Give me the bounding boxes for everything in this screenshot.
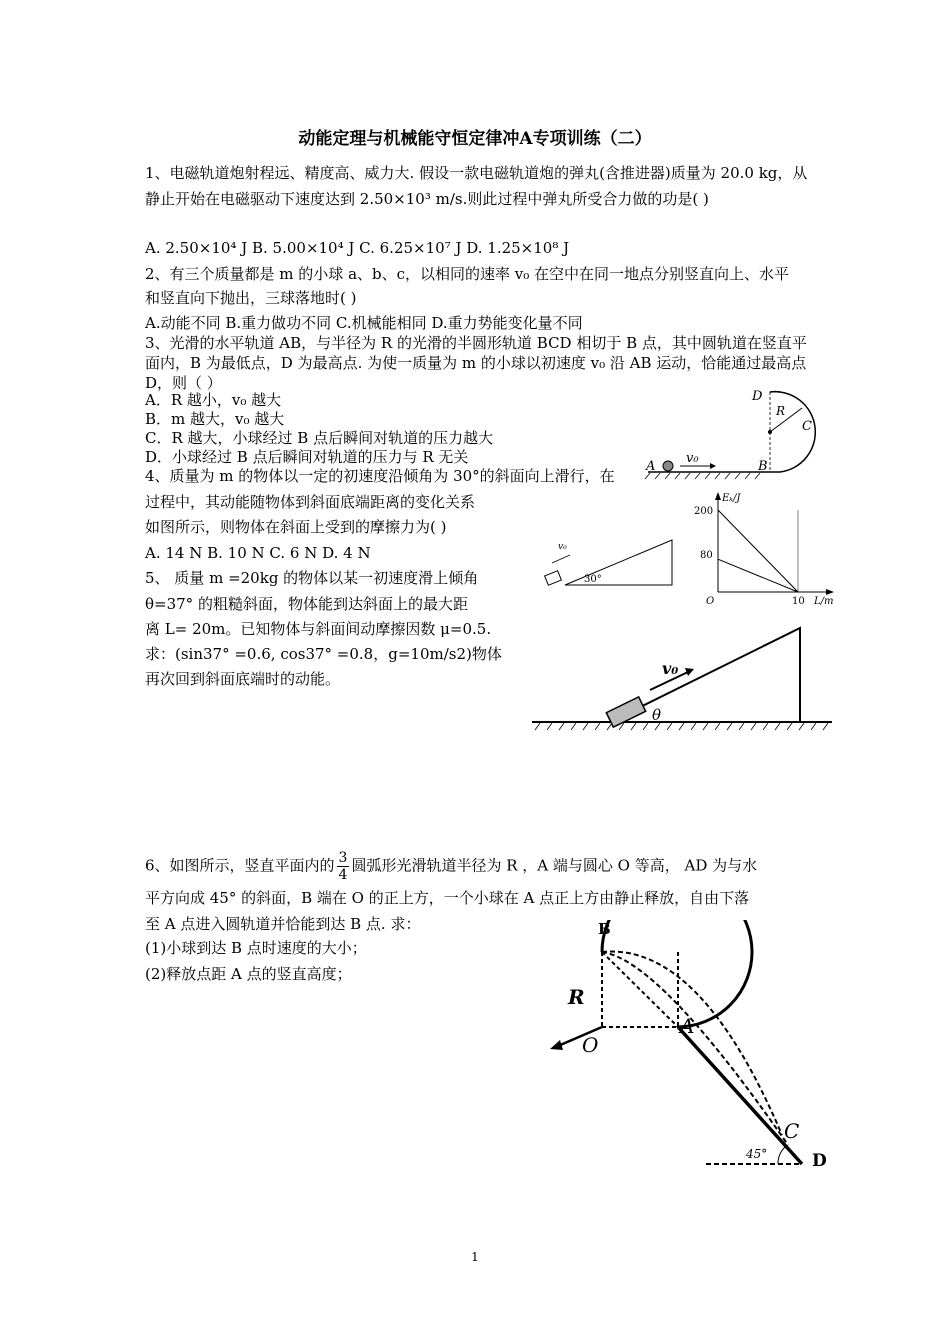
question-6-pre: 6、如图所示，竖直平面内的	[145, 856, 335, 875]
ball	[663, 461, 673, 471]
question-5-line5: 再次回到斜面底端时的动能。	[145, 670, 341, 688]
question-6-figure	[520, 920, 840, 1175]
incline	[565, 540, 672, 585]
question-4-options: A. 14 N B. 10 N C. 6 N D. 4 N	[145, 544, 371, 562]
question-5-line4: 求：(sin37° =0.6, cos37° =0.8，g=10m/s2)物体	[145, 645, 502, 663]
question-6-sub2: (2)释放点距 A 点的竖直高度；	[145, 965, 352, 983]
question-5-line3: 离 L= 20m。已知物体与斜面间动摩擦因数 μ=0.5.	[145, 620, 492, 638]
label-d: D	[812, 1151, 827, 1171]
label-a: A	[646, 459, 656, 474]
v0-arrow	[552, 555, 570, 563]
question-3-figure	[640, 380, 830, 480]
question-3-option-a: A．R 越小，v₀ 越大	[145, 391, 282, 409]
question-3-option-d: D．小球经过 B 点后瞬间对轨道的压力与 R 无关	[145, 448, 469, 466]
question-4-line2: 过程中，其动能随物体到斜面底端距离的变化关系	[145, 493, 476, 511]
label-angle: 45°	[746, 1147, 768, 1161]
question-5-figure	[530, 620, 840, 740]
origin-label: O	[706, 596, 715, 607]
x-tick-10: 10	[792, 596, 805, 607]
incline-ad	[678, 1027, 802, 1164]
ground-hatch	[645, 473, 760, 479]
label-v0: v₀	[662, 659, 679, 678]
question-4-line3: 如图所示，则物体在斜面上受到的摩擦力为( )	[145, 518, 447, 536]
question-6-post: 圆弧形光滑轨道半径为 R ，A 端与圆心 O 等高， AD 为与水	[351, 856, 758, 875]
question-1-stem: 1、电磁轨道炮射程远、精度高、威力大. 假设一款电磁轨道炮的弹丸(含推进器)质量为 20.0 kg，从静止开始在电磁驱动下速度达到 2.50×10³ m/s.则此过程中弹丸所受合力做的功是( )	[145, 164, 808, 208]
series-line-0	[718, 510, 798, 592]
question-3-option-b: B．m 越大，v₀ 越大	[145, 410, 285, 428]
y-tick-200: 200	[694, 506, 714, 517]
question-2-options: A.动能不同 B.重力做功不同 C.机械能相同 D.重力势能变化量不同	[145, 314, 583, 332]
question-4-incline-figure	[540, 535, 680, 590]
label-b: B	[758, 459, 768, 474]
y-axis-label: Eₖ/J	[722, 493, 741, 504]
label-theta: θ	[652, 706, 662, 724]
question-6-line3: 至 A 点进入圆轨道并恰能到达 B 点. 求：	[145, 915, 421, 933]
label-angle: 30°	[584, 574, 602, 585]
y-tick-80: 80	[700, 550, 713, 561]
question-5-line1: 5、 质量 m =20kg 的物体以某一初速度滑上倾角	[145, 569, 479, 587]
question-2-line1: 2、有三个质量都是 m 的小球 a、b、c，以相同的速率 v₀ 在空中在同一地点分别竖直向上、水平	[145, 265, 790, 283]
label-d: D	[752, 389, 763, 404]
series-line-1	[718, 559, 798, 592]
label-b: B	[598, 920, 611, 938]
label-v0: v₀	[686, 451, 699, 466]
question-4-ek-chart	[690, 490, 840, 610]
question-5-line2: θ=37° 的粗糙斜面，物体能到达斜面上的最大距	[145, 595, 468, 613]
label-v0: v₀	[558, 542, 567, 552]
question-3-option-c: C．R 越大，小球经过 B 点后瞬间对轨道的压力越大	[145, 429, 494, 447]
page-title: 动能定理与机械能守恒定律冲A专项训练（二）	[298, 129, 652, 149]
label-c: C	[784, 1119, 800, 1143]
question-6-line2: 平方向成 45° 的斜面，B 端在 O 的正上方，一个小球在 A 点正上方由静止释放，自由下落	[145, 889, 750, 907]
label-r: R	[568, 985, 585, 1009]
label-o: O	[582, 1033, 599, 1057]
x-axis-label: L/m	[814, 596, 834, 607]
question-1-options: A. 2.50×10⁴ J B. 5.00×10⁴ J C. 6.25×10⁷ J D. 1.25×10⁸ J	[145, 239, 570, 257]
fraction-numerator: 3	[338, 850, 348, 866]
question-3-stem: 3、光滑的水平轨道 AB，与半径为 R 的光滑的半圆形轨道 BCD 相切于 B 点，其中圆轨道在竖直平面内，B 为最低点，D 为最高点. 为使一质量为 m 的小球以初速度 v₀ 沿 AB 运动，恰能通过最高点 D，则（ ）	[145, 334, 807, 392]
fraction	[337, 850, 350, 883]
question-6-line1	[145, 850, 757, 883]
fraction-denominator: 4	[338, 867, 348, 883]
block	[545, 571, 562, 586]
label-a: A	[680, 1014, 695, 1038]
page-number: 1	[471, 1250, 479, 1264]
label-c: C	[802, 419, 812, 434]
question-4-line1: 4、质量为 m 的物体以一定的初速度沿倾角为 30°的斜面向上滑行，在	[145, 467, 615, 485]
question-2-line2: 和竖直向下抛出，三球落地时( )	[145, 289, 357, 307]
label-r: R	[776, 404, 786, 418]
radius-arrow	[770, 408, 802, 432]
question-6-sub1: (1)小球到达 B 点时速度的大小；	[145, 939, 367, 957]
